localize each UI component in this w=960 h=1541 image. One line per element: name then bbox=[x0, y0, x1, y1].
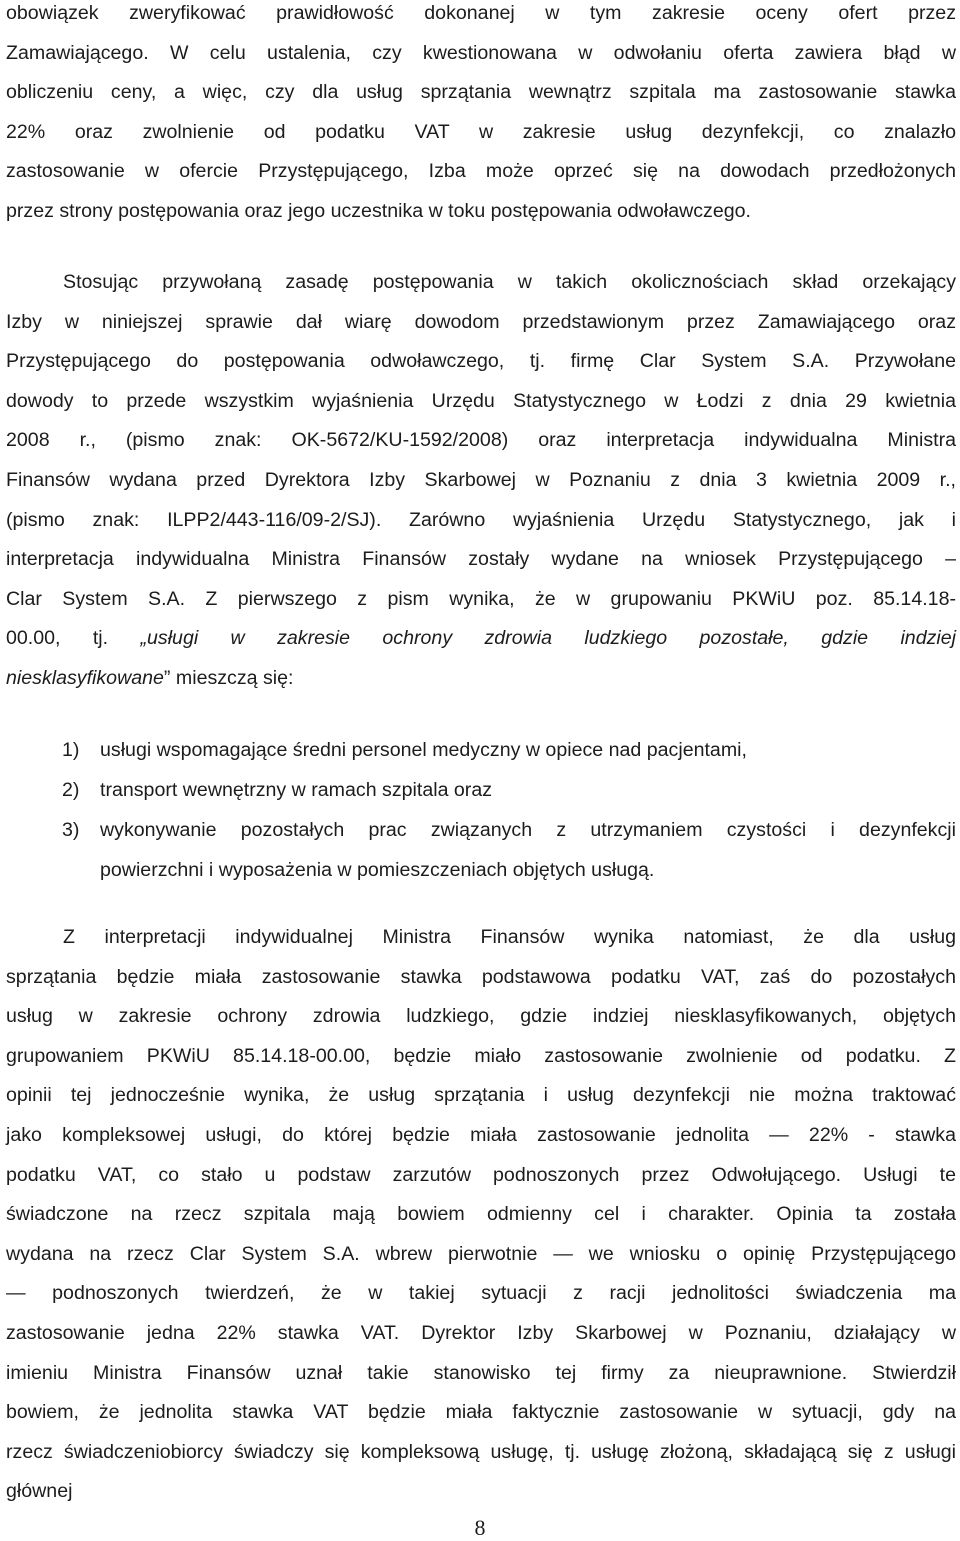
text-line: Z interpretacji indywidualnej Ministra Finansów wynika natomiast, że dla usług bbox=[63, 926, 956, 948]
text-fragment: ” mieszczą się: bbox=[163, 666, 294, 689]
text-line: usług w zakresie ochrony zdrowia ludzkiego, gdzie indziej niesklasyfikowanych, objętych bbox=[6, 1005, 956, 1028]
list-text: usługi wspomagające średni personel medyczny w opiece nad pacjentami, bbox=[100, 739, 747, 761]
text-line: Zamawiającego. W celu ustalenia, czy kwestionowana w odwołaniu oferta zawiera błąd w bbox=[6, 41, 956, 64]
list-text: transport wewnętrzny w ramach szpitala oraz bbox=[100, 779, 493, 801]
text-line: rzecz świadczeniobiorcy świadczy się kompleksową usługę, tj. usługę złożoną, składającą się z usługi głównej bbox=[6, 1440, 956, 1503]
text-line: (pismo znak: ILPP2/443-116/09-2/SJ). Zarówno wyjaśnienia Urzędu Statystycznego, jak i bbox=[6, 508, 956, 531]
text-line: Stosując przywołaną zasadę postępowania w takich okolicznościach skład orzekający bbox=[63, 271, 956, 293]
page-number: 8 bbox=[474, 1515, 486, 1540]
list-number: 1) bbox=[62, 739, 80, 761]
text-line: przez strony postępowania oraz jego uczestnika w toku postępowania odwoławczego. bbox=[6, 199, 751, 222]
list-item bbox=[6, 810, 956, 890]
text-line: bowiem, że jednolita stawka VAT będzie miała faktycznie zastosowanie w sytuacji, gdy na bbox=[6, 1401, 956, 1424]
text-line: grupowaniem PKWiU 85.14.18-00.00, będzie miało zastosowanie zwolnienie od podatku. Z bbox=[6, 1044, 956, 1067]
text-line: — podnoszonych twierdzeń, że w takiej sytuacji z racji jednolitości świadczenia ma bbox=[6, 1282, 956, 1305]
paragraph-1 bbox=[6, 0, 956, 232]
paragraph-2 bbox=[6, 263, 956, 699]
text-line: opinii tej jednocześnie wynika, że usług sprzątania i usług dezynfekcji nie można traktować bbox=[6, 1084, 956, 1107]
text-line: Izby w niniejszej sprawie dał wiarę dowodom przedstawionym przez Zamawiającego oraz bbox=[6, 310, 956, 333]
text-line: 22% oraz zwolnienie od podatku VAT w zakresie usług dezynfekcji, co znalazło bbox=[6, 120, 956, 143]
text-line: obliczeniu ceny, a więc, czy dla usług sprzątania wewnątrz szpitala ma zastosowanie stawka bbox=[6, 81, 956, 104]
quote-italic: niesklasyfikowane bbox=[6, 666, 164, 689]
list-text: wykonywanie pozostałych prac związanych z utrzymaniem czystości i dezynfekcji bbox=[100, 819, 956, 841]
list-text: powierzchni i wyposażenia w pomieszczeniach objętych usługą. bbox=[100, 859, 655, 881]
text-fragment: 00.00, tj. bbox=[6, 627, 141, 650]
text-line: Finansów wydana przed Dyrektora Izby Skarbowej w Poznaniu z dnia 3 kwietnia 2009 r., bbox=[6, 468, 956, 491]
quote-line bbox=[6, 619, 956, 659]
text-line: jako kompleksowej usługi, do której będzie miała zastosowanie jednolita — 22% - stawka bbox=[6, 1123, 956, 1146]
text-line: interpretacja indywidualna Ministra Finansów zostały wydane na wniosek Przystępującego – bbox=[6, 548, 956, 571]
list-number: 3) bbox=[62, 819, 80, 841]
text-line: Clar System S.A. Z pierwszego z pism wynika, że w grupowaniu PKWiU poz. 85.14.18- bbox=[6, 587, 956, 610]
paragraph-3 bbox=[6, 918, 956, 1512]
text-line: sprzątania będzie miała zastosowanie stawka podstawowa podatku VAT, zaś do pozostałych bbox=[6, 965, 956, 988]
text-line: zastosowanie w ofercie Przystępującego, Izba może oprzeć się na dowodach przedłożonych bbox=[6, 160, 956, 183]
list-number: 2) bbox=[62, 779, 80, 801]
text-line: Przystępującego do postępowania odwoławczego, tj. firmę Clar System S.A. Przywołane bbox=[6, 350, 956, 373]
numbered-list bbox=[6, 730, 956, 890]
text-line: imieniu Ministra Finansów uznał takie stanowisko tej firmy za nieuprawnione. Stwierdził bbox=[6, 1361, 956, 1384]
list-item bbox=[6, 730, 956, 770]
list-item bbox=[6, 770, 956, 810]
text-line: podatku VAT, co stało u podstaw zarzutów podnoszonych przez Odwołującego. Usługi te bbox=[6, 1163, 956, 1186]
text-line: obowiązek zweryfikować prawidłowość dokonanej w tym zakresie oceny ofert przez bbox=[6, 2, 956, 24]
text-line: dowody to przede wszystkim wyjaśnienia Urzędu Statystycznego w Łodzi z dnia 29 kwietnia bbox=[6, 389, 956, 412]
quote-end-line bbox=[6, 659, 956, 699]
text-line: 2008 r., (pismo znak: OK-5672/KU-1592/2008) oraz interpretacja indywidualna Ministra bbox=[6, 429, 956, 452]
text-line: świadczone na rzecz szpitala mają bowiem odmienny cel i charakter. Opinia ta została bbox=[6, 1203, 956, 1226]
quote-italic: „usługi w zakresie ochrony zdrowia ludzkiego pozostałe, gdzie indziej bbox=[140, 627, 956, 650]
text-line: wydana na rzecz Clar System S.A. wbrew pierwotnie — we wniosku o opinię Przystępującego bbox=[6, 1242, 956, 1265]
text-line: zastosowanie jedna 22% stawka VAT. Dyrektor Izby Skarbowej w Poznaniu, działający w bbox=[6, 1321, 956, 1344]
